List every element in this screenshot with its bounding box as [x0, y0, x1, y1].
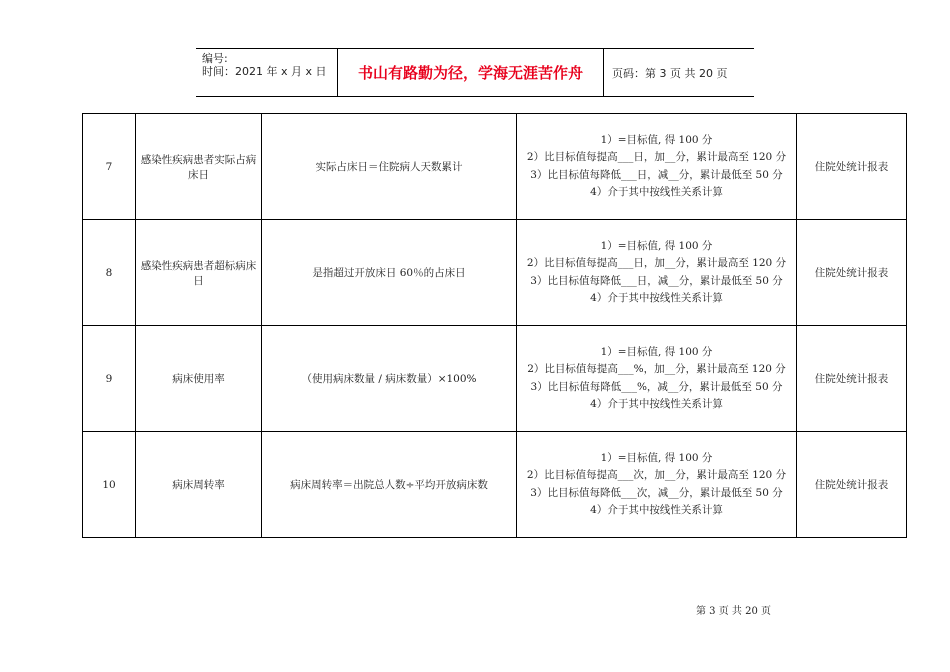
header-meta [196, 49, 338, 96]
table-row [83, 220, 907, 326]
scoring-rule-line: 3）比目标值每降低___日，减__分，累计最低至 50 分 [530, 168, 783, 181]
table-row [83, 432, 907, 538]
scoring-rule-line: 2）比目标值每提高___日，加__分，累计最高至 120 分 [526, 151, 787, 163]
indicator-formula: 是指超过开放床日 60％的占床日 [262, 220, 517, 326]
scoring-rule-line: 1）=目标值, 得 100 分 [600, 451, 713, 464]
scoring-rule-line: 3）比目标值每降低___%，减__分，累计最低至 50 分 [530, 380, 783, 393]
row-number: 10 [83, 432, 136, 538]
header-page-label: 页码：第 3 页 共 20 页 [612, 66, 728, 80]
data-source: 住院处统计报表 [797, 326, 907, 432]
time-label: 时间：2021 年 x 月 x 日 [202, 65, 327, 78]
page-footer: 第 3 页 共 20 页 [696, 606, 771, 617]
scoring-rule-line: 4）介于其中按线性关系计算 [590, 504, 723, 516]
scoring-rules [517, 432, 797, 538]
scoring-rules [517, 326, 797, 432]
indicator-formula: 病床周转率＝出院总人数÷平均开放病床数 [262, 432, 517, 538]
row-number: 9 [83, 326, 136, 432]
scoring-rule-line: 4）介于其中按线性关系计算 [590, 398, 723, 410]
header-motto: 书山有路勤为径，学海无涯苦作舟 [338, 49, 604, 96]
indicator-formula: 实际占床日＝住院病人天数累计 [262, 114, 517, 220]
page-header [196, 48, 754, 97]
table-row [83, 114, 907, 220]
scoring-rule-line: 3）比目标值每降低___日，减__分，累计最低至 50 分 [530, 274, 783, 287]
scoring-rule-line: 2）比目标值每提高___日，加__分，累计最高至 120 分 [526, 257, 787, 269]
row-number: 7 [83, 114, 136, 220]
scoring-rule-line: 3）比目标值每降低___次，减__分，累计最低至 50 分 [530, 486, 783, 499]
row-number: 8 [83, 220, 136, 326]
scoring-rules [517, 220, 797, 326]
indicator-formula: （使用病床数量 / 病床数量）×100% [262, 326, 517, 432]
scoring-rule-line: 2）比目标值每提高___次，加__分，累计最高至 120 分 [526, 469, 787, 481]
scoring-rule-line: 1）=目标值, 得 100 分 [600, 345, 713, 358]
scoring-rule-line: 1）=目标值, 得 100 分 [600, 239, 713, 252]
number-label: 编号: [202, 52, 228, 65]
indicator-name: 病床周转率 [136, 432, 262, 538]
scoring-rules [517, 114, 797, 220]
indicator-name: 感染性疾病患者超标病床日 [136, 220, 262, 326]
data-source: 住院处统计报表 [797, 114, 907, 220]
indicator-table [82, 113, 907, 538]
table-row [83, 326, 907, 432]
scoring-rule-line: 1）=目标值, 得 100 分 [600, 133, 713, 146]
indicator-name: 病床使用率 [136, 326, 262, 432]
indicator-name: 感染性疾病患者实际占病床日 [136, 114, 262, 220]
scoring-rule-line: 4）介于其中按线性关系计算 [590, 186, 723, 198]
scoring-rule-line: 4）介于其中按线性关系计算 [590, 292, 723, 304]
data-source: 住院处统计报表 [797, 432, 907, 538]
data-source: 住院处统计报表 [797, 220, 907, 326]
scoring-rule-line: 2）比目标值每提高___%，加__分，累计最高至 120 分 [527, 363, 786, 375]
indicator-table-body [83, 114, 907, 538]
